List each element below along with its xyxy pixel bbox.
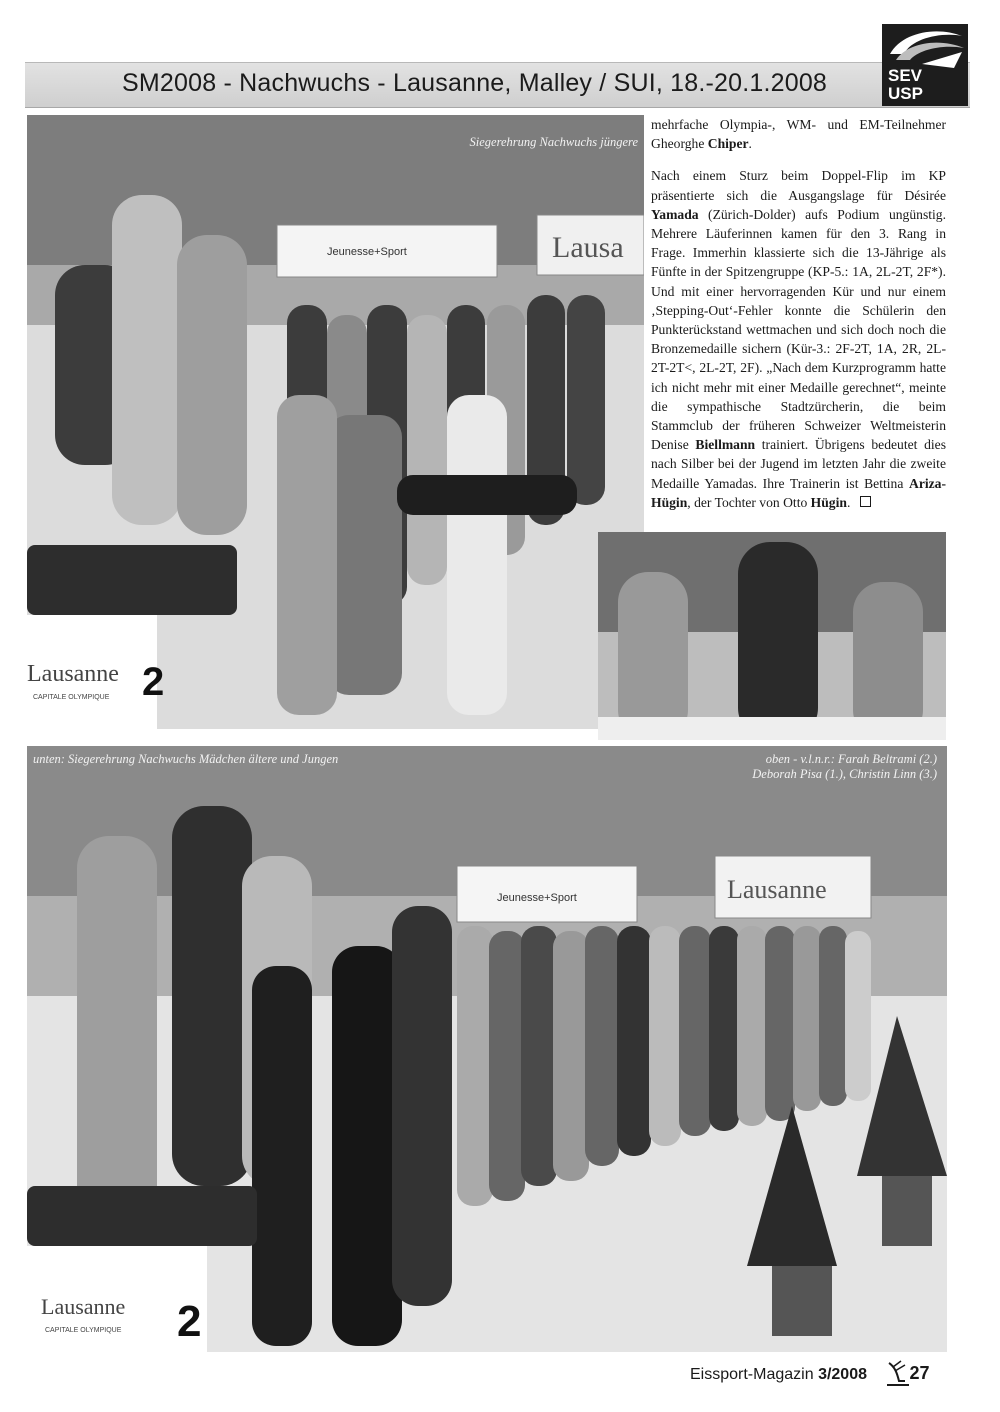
intro-text: mehrfache Olympia-, WM- und EM-Teilnehmer Gheorghe [651,117,946,152]
podium-logo-text: Lausanne [27,661,119,687]
article-text [651,115,946,525]
name-biellmann: Biellmann [695,437,756,453]
podium-sub-text-2: CAPITALE OLYMPIQUE [45,1327,122,1334]
photo-podium-scene [598,532,946,740]
p2-part-e: . [846,494,851,510]
intro-end: . [748,136,752,152]
logo-text-sev: SEV [888,66,923,85]
name-yamada: Yamada [651,206,699,222]
p2-part-a: Nach einem Sturz beim Doppel-Flip im KP präsentierte sich die Ausgangslage für Désirée [651,168,946,203]
p2-part-c: trainiert. Übrigens bedeutet dies nach Silber bei der Jugend im letzten Jahr die zweite Medaille Yamadas. Ihre Trainerin ist Bettina [651,437,946,491]
caption-juniors: Siegerehrung Nachwuchs jüngere [469,135,638,149]
photo-seniors-scene [27,746,947,1352]
banner-lausanne-text-2: Lausanne [727,875,827,904]
photo-juniors-scene [27,115,644,729]
name-huegin: Hügin [810,494,847,510]
podium-logo-text-2: Lausanne [41,1294,126,1319]
logo-text-usp: USP [888,84,923,103]
article-paragraph [651,166,946,512]
article-intro [651,115,946,153]
photo-ceremony-seniors [27,746,947,1352]
caption-top3-line1: oben - v.l.n.r.: Farah Beltrami (2.) [765,752,937,766]
p2-part-d: , der Tochter von Otto [687,494,811,510]
podium-rank-2: 2 [142,660,165,704]
banner-lausanne-text: Lausa [552,231,624,264]
podium-sub-text: CAPITALE OLYMPIQUE [33,694,110,701]
caption-seniors: unten: Siegerehrung Nachwuchs Mädchen ältere und Jungen [33,752,339,766]
page-footer [690,1363,929,1389]
page-number: 27 [909,1363,930,1383]
banner-jeunesse-text: Jeunesse+Sport [327,246,407,258]
caption-top3-line2: Deborah Pisa (1.), Christin Linn (3.) [752,767,937,781]
sev-usp-logo [882,24,968,106]
p2-part-b: (Zürich-Dolder) aufs Podium ungünstig. Mehrere Läuferinnen kamen für den 3. Rang in Frage. Immerhin klassierte sich die 13-Jährige als Fünfte in der Spitzengruppe (KP-5.: 1A, 2L-2T, 2F*). Und mit einer hervorragenden Kür und nur einem ‚Stepping-Out‘-Fehler konnte die Schülerin den Punkterückstand wettmachen und sich doch noch die Bronzemedaille sichern (Kür-3.: 2F-2T, 1A, 2R, 2L-2T-2T<, 2L-2T, 2F). „Nach dem Kurzprogramm hatte ich nicht mehr mit einer Medaille gerechnet“, meinte die sympathische Stadtzürcherin, die beim Stammclub der früheren Schweizer Weltmeisterin Denise [651,206,946,453]
name-ariza-huegin: Ariza-Hügin [651,475,946,510]
magazine-issue: 3/2008 [818,1366,867,1383]
skate-icon [883,1359,911,1389]
podium-rank-2b: 2 [177,1297,202,1346]
magazine-name: Eissport-Magazin [690,1366,814,1383]
photo-podium-top3 [598,532,946,740]
page-title: SM2008 - Nachwuchs - Lausanne, Malley / SUI, 18.-20.1.2008 [122,69,828,97]
name-chiper: Chiper [707,136,749,152]
banner-jeunesse-text-2: Jeunesse+Sport [497,892,577,904]
end-mark-icon [860,496,871,507]
photo-ceremony-juniors [27,115,644,729]
